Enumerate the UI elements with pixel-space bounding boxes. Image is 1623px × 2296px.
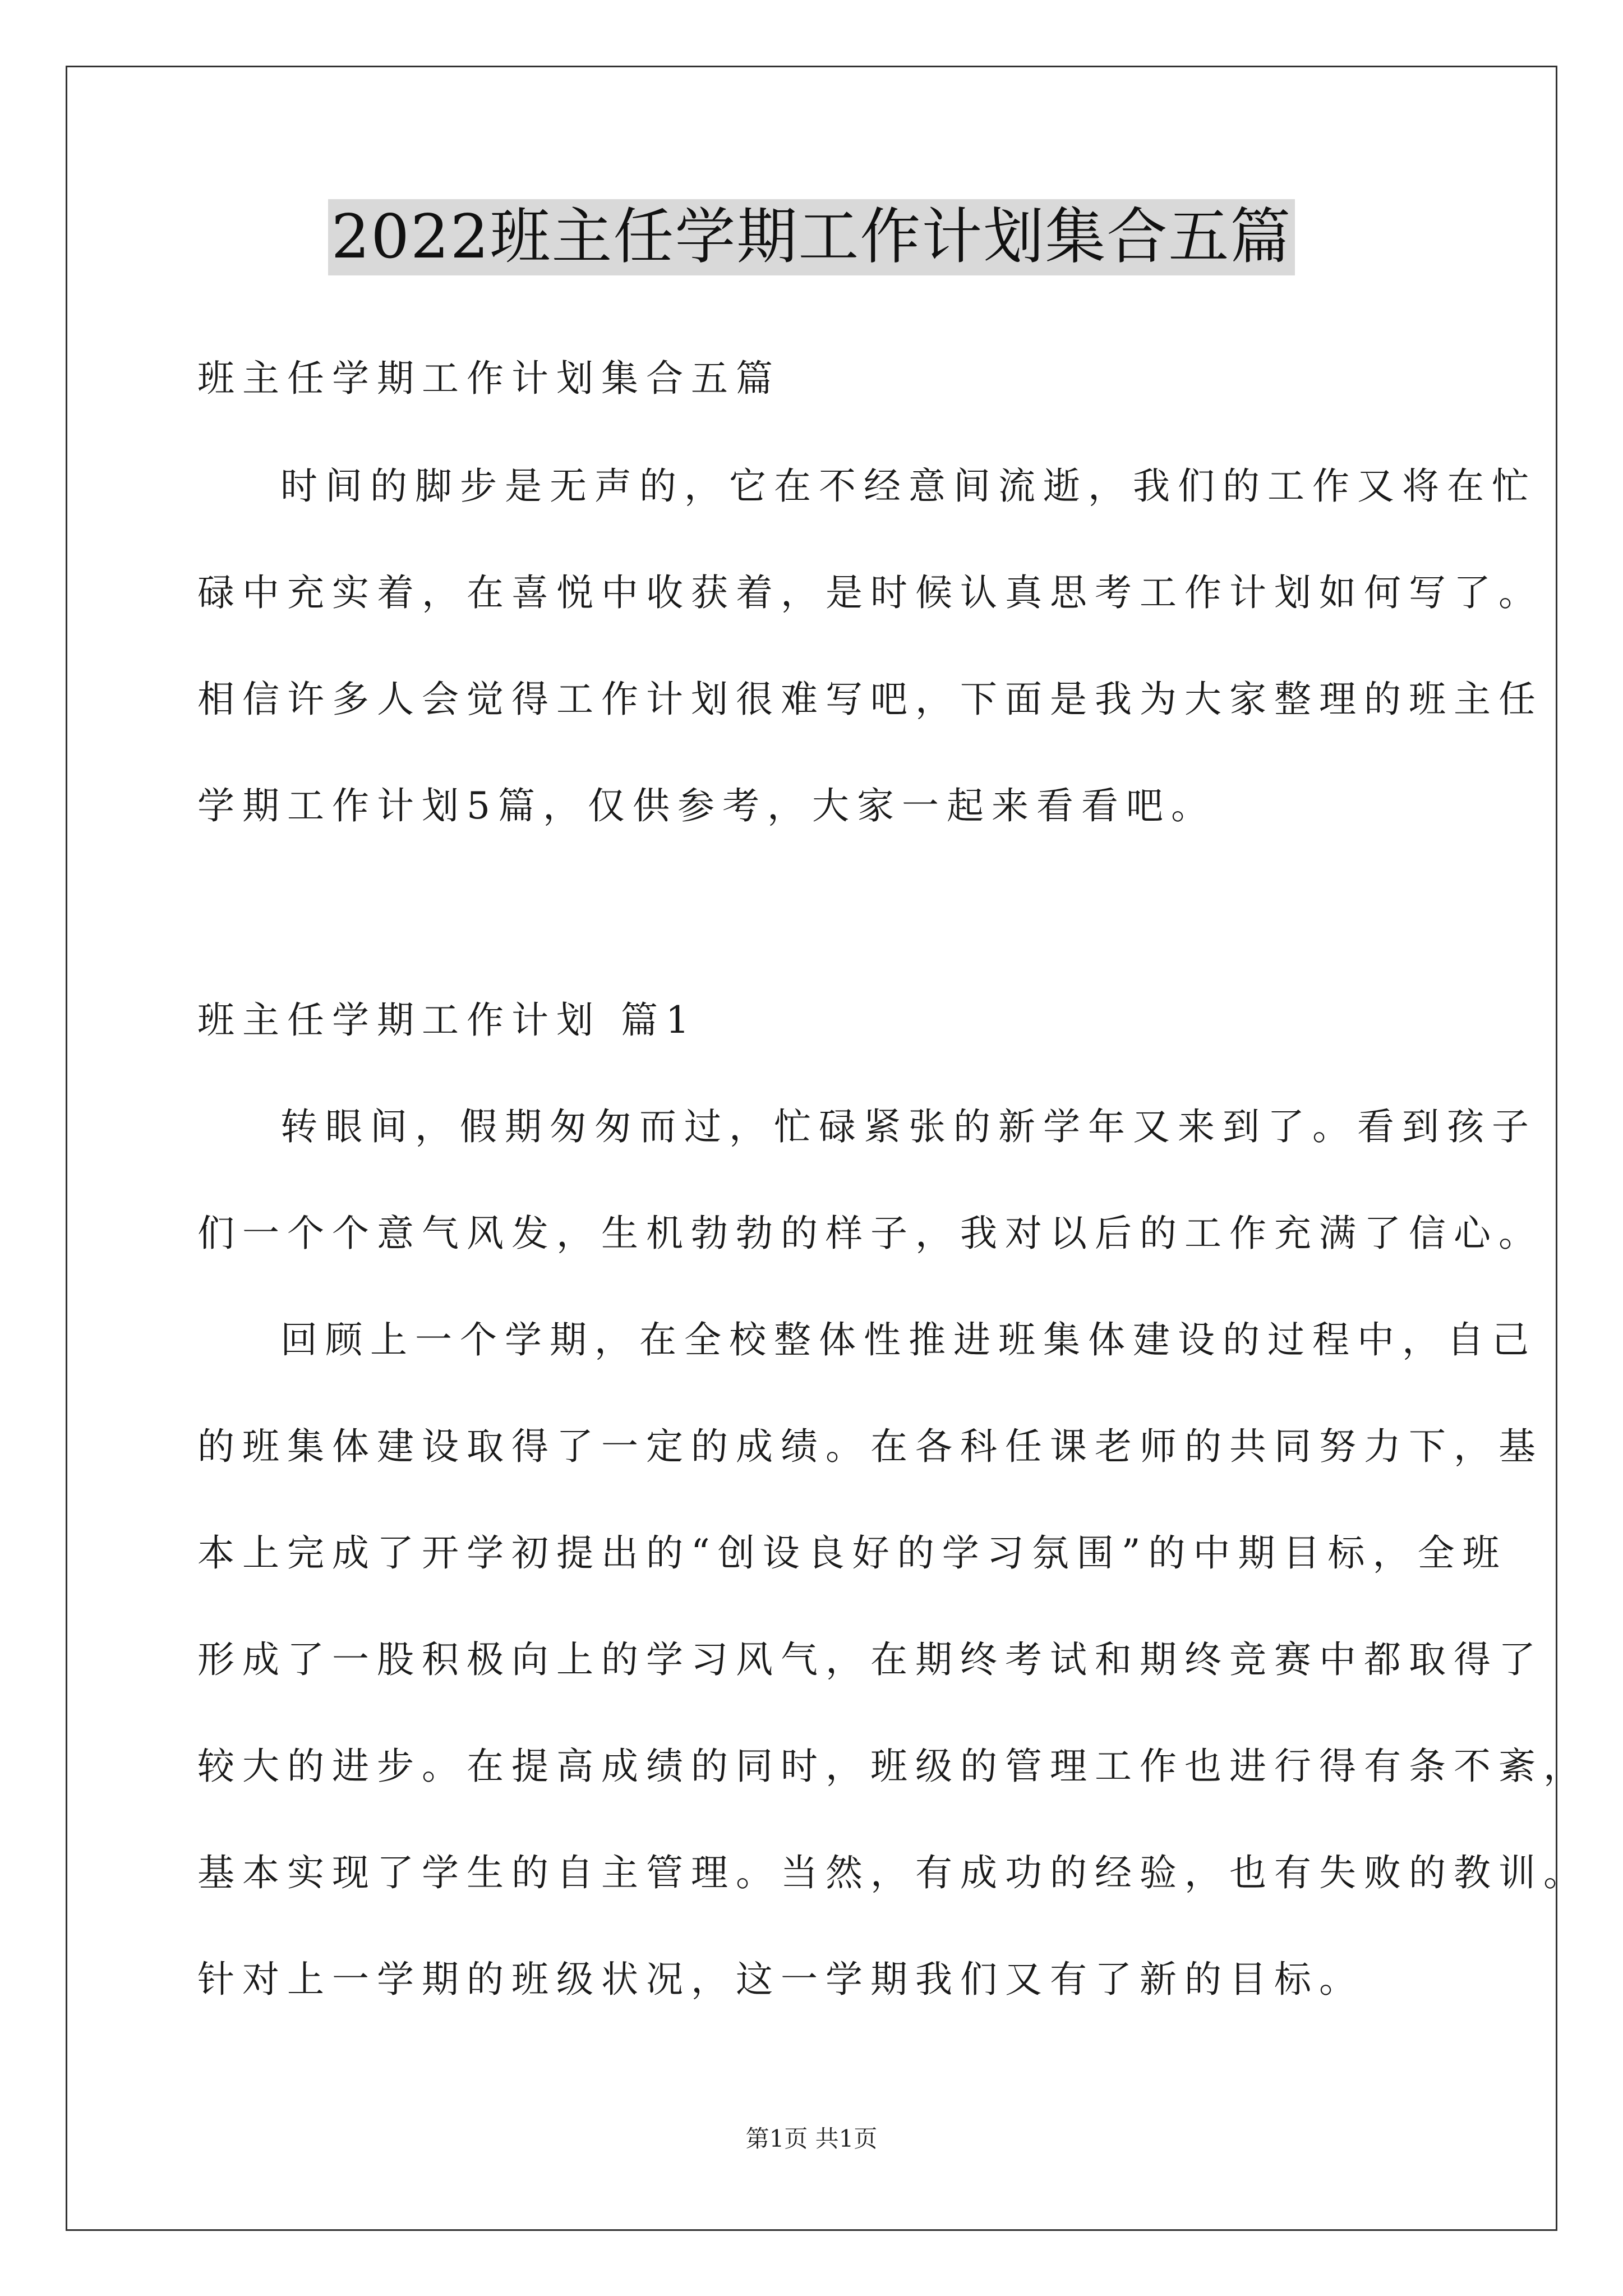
document-subtitle: 班主任学期工作计划集合五篇 bbox=[197, 357, 781, 400]
section1-p1-line-1: 转眼间，假期匆匆而过，忙碌紧张的新学年又来到了。看到孩子 bbox=[280, 1105, 1537, 1148]
intro-line-2: 碌中充实着，在喜悦中收获着，是时候认真思考工作计划如何写了。 bbox=[197, 571, 1543, 614]
section1-p2-line-3: 本上完成了开学初提出的“创设良好的学习氛围”的中期目标，全班 bbox=[197, 1531, 1507, 1575]
section-heading: 班主任学期工作计划 篇1 bbox=[197, 999, 697, 1042]
section1-p2-line-7: 针对上一学期的班级状况，这一学期我们又有了新的目标。 bbox=[197, 1958, 1364, 2001]
section1-p2-line-6: 基本实现了学生的自主管理。当然，有成功的经验，也有失败的教训。 bbox=[197, 1851, 1588, 1894]
section1-p2-line-1: 回顾上一个学期，在全校整体性推进班集体建设的过程中，自己 bbox=[280, 1318, 1537, 1361]
section1-p1-line-2: 们一个个意气风发，生机勃勃的样子，我对以后的工作充满了信心。 bbox=[197, 1212, 1543, 1255]
page-footer: 第1页 共1页 bbox=[745, 2125, 878, 2152]
intro-line-1: 时间的脚步是无声的，它在不经意间流逝，我们的工作又将在忙 bbox=[280, 464, 1537, 508]
section1-p2-line-2: 的班集体建设取得了一定的成绩。在各科任课老师的共同努力下，基 bbox=[197, 1425, 1543, 1468]
document-title: 2022班主任学期工作计划集合五篇 bbox=[328, 199, 1295, 275]
title-container bbox=[0, 199, 1623, 275]
intro-line-3: 相信许多人会觉得工作计划很难写吧，下面是我为大家整理的班主任 bbox=[197, 678, 1543, 721]
section1-p2-line-4: 形成了一股积极向上的学习风气，在期终考试和期终竞赛中都取得了 bbox=[197, 1638, 1543, 1681]
intro-line-4: 学期工作计划5篇，仅供参考，大家一起来看看吧。 bbox=[197, 784, 1216, 827]
section1-p2-line-5: 较大的进步。在提高成绩的同时，班级的管理工作也进行得有条不紊， bbox=[197, 1745, 1588, 1788]
